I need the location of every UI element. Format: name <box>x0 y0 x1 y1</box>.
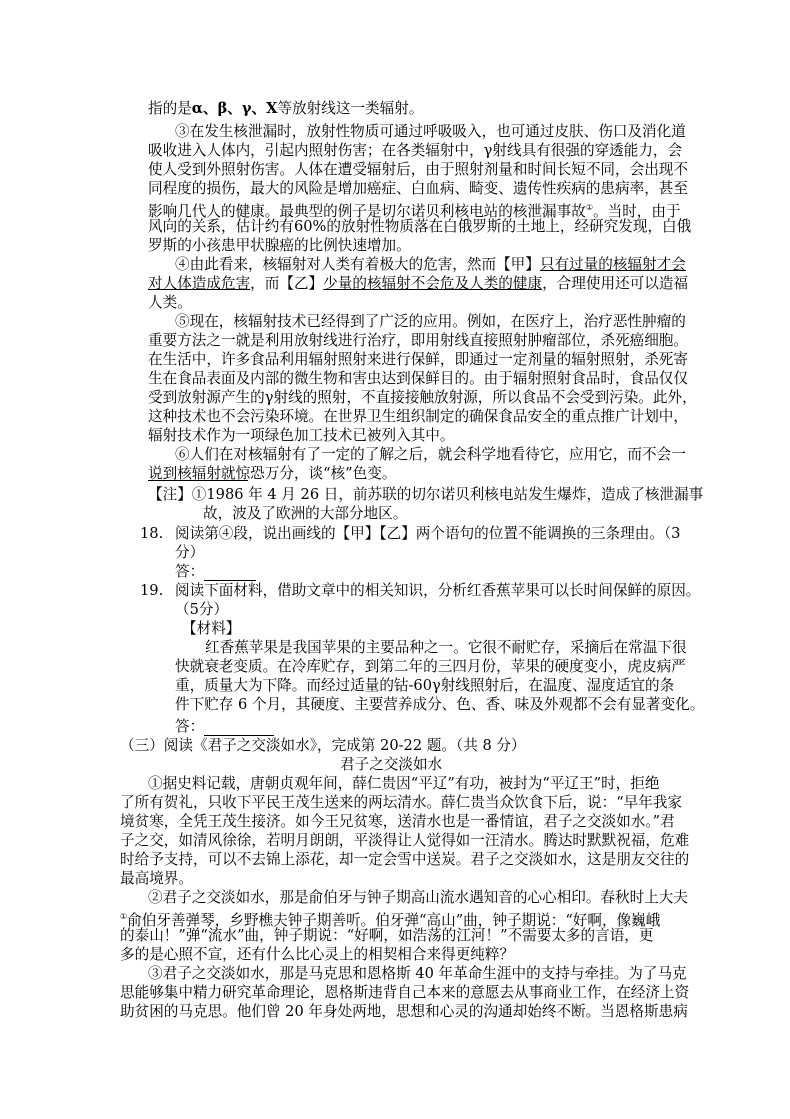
p4-line-2 <box>148 274 688 293</box>
p6-line-2: 说到核辐射就惊恐万分，谈“核”色变。 <box>148 465 397 482</box>
p5-line-4: 生在食品表面及内部的微生物和害虫达到保鲜目的。由于辐射照射食品时，食品仅仅 <box>148 370 688 387</box>
p4-line-3: 人类。 <box>148 294 192 311</box>
text: ，合理使用还可以造福 <box>542 275 689 292</box>
text: ④由此看来，核辐射对人类有着极大的危害，然而【甲】 <box>175 256 540 273</box>
p3-line-1: ③在发生核泄漏时，放射性物质可通过呼吸吸入，也可通过皮肤、伤口及消化道 <box>175 123 686 140</box>
underlined-sentence-jia: 只有过量的核辐射才会 <box>539 256 686 273</box>
passage-line <box>148 99 423 118</box>
footnote-divider <box>148 480 248 481</box>
question-19-text: 阅读下面材料，借助文章中的相关知识，分析红香蕉苹果可以长时间保鲜的原因。 <box>175 582 701 599</box>
text: 。当时，由于 <box>593 202 681 220</box>
s3-p1-line-6: 最高境界。 <box>120 870 193 887</box>
p3-line-3: 使人受到外照射伤害。人体在遭受辐射后，由于照射剂量和时间长短不同，会出现不 <box>148 161 688 178</box>
answer-line <box>175 562 256 581</box>
s3-p1-line-4: 子之交，如清风徐徐，若明月朗朗，平淡得让人觉得如一汪清水。腾达时默默祝福，危难 <box>120 832 690 849</box>
question-number: 19. <box>140 582 164 599</box>
p3-line-4: 同程度的损伤，最大的风险是增加癌症、白血病、畸变、遗传性疾病的患病率，甚至 <box>148 180 688 197</box>
p3-line-2: 吸收进入人体内，引起内照射伤害；在各类辐射中，γ射线具有很强的穿透能力，会 <box>148 142 683 159</box>
footnote-marker: ① <box>585 203 593 212</box>
question-18-text: 分） <box>175 544 205 561</box>
answer-label: 答： <box>175 718 205 735</box>
p5-line-7: 辐射技术作为一项绿色加工技术已被列入其中。 <box>148 427 455 444</box>
material-label: 【材料】 <box>182 620 241 637</box>
material-line-4: 件下贮存 6 个月，其硬度、主要营养成分、色、香、味及外观都不会有显著变化。 <box>175 696 705 713</box>
radiation-symbols: α、β、γ、X <box>191 100 278 117</box>
p5-line-5: 受到放射源产生的γ射线的照射，不直接接触放射源，所以食品不会受到污染。此外， <box>148 389 697 406</box>
material-line-1: 红香蕉苹果是我国苹果的主要品种之一。它很不耐贮存，采摘后在常温下很 <box>205 639 687 656</box>
text: 影响几代人的健康。最典型的例子是切尔诺贝利核电站的核泄漏事故 <box>148 202 586 220</box>
s3-p3-line-2: 思能够集中精力研究革命理论，恩格斯违背自己本来的意愿去从事商业工作，在经济上资 <box>120 984 690 1001</box>
s3-p1-line-2: 了所有贺礼，只收下平民王茂生送来的两坛清水。薛仁贵当众饮食下后，说：“早年我家 <box>120 794 683 811</box>
footnote-marker: ① <box>120 912 128 921</box>
s3-p2-line-3: 的泰山！”弹“流水”曲，钟子期说：“好啊，如浩荡的江河！”不需要太多的言语，更 <box>120 927 654 944</box>
answer-label: 答： <box>175 563 205 580</box>
question-18-text: 阅读第④段，说出画线的【甲】【乙】两个语句的位置不能调换的三条理由。（3 <box>175 525 681 542</box>
s3-p1-line-5: 时给予支持，可以不去锦上添花，却一定会雪中送炭。君子之交淡如水，这是朋友交往的 <box>120 851 690 868</box>
question-number: 18. <box>140 525 164 542</box>
p5-line-2: 重要方法之一就是利用放射线进行治疗，即用射线直接照射肿瘤部位，杀死癌细胞。 <box>148 332 688 349</box>
s3-p1-line-1: ①据史料记载，唐朝贞观年间，薛仁贵因“平辽”有功，被封为“平辽王”时，拒绝 <box>148 775 660 792</box>
article-title: 君子之交淡如水 <box>340 756 443 773</box>
footnote-line-2: 故，波及了欧洲的大部分地区。 <box>203 505 408 522</box>
material-line-3: 重，质量大为下降。而经过适量的钴-60γ射线照射后，在温度、湿度适宜的条 <box>175 677 675 694</box>
p4-line-1 <box>175 255 686 274</box>
p3-line-6: 风向的关系，估计约有60%的放射性物质落在白俄罗斯的土地上，经研究发现，白俄 <box>148 218 692 235</box>
text: 指的是 <box>148 100 192 117</box>
answer-line <box>175 717 274 736</box>
footnote-line-1: 【注】①1986 年 4 月 26 日，前苏联的切尔诺贝利核电站发生爆炸，造成了核泄漏事 <box>148 486 704 503</box>
s3-p2-line-4: 多的是心照不宣，还有什么比心灵上的相契相合来得更纯粹？ <box>120 946 515 963</box>
material-line-2: 快就衰老变质。在冷库贮存，到第二年的三四月份，苹果的硬度变小，虎皮病严 <box>175 658 686 675</box>
p3-line-7: 罗斯的小孩患甲状腺癌的比例快速增加。 <box>148 237 411 254</box>
text: 俞伯牙善弹琴，乡野樵夫钟子期善听。伯牙弹“高山”曲，钟子期说：“好啊，像巍峨 <box>127 911 661 929</box>
underlined-sentence-yi: 少量的核辐射不会危及人类的健康 <box>323 275 543 292</box>
p6-line-1: ⑥人们在对核辐射有了一定的了解之后，就会科学地看待它，应用它，而不会一 <box>175 446 686 463</box>
p5-line-1: ⑤现在，核辐射技术已经得到了广泛的应用。例如，在医疗上，治疗恶性肿瘤的 <box>175 313 686 330</box>
section-header: （三）阅读《君子之交淡如水》，完成第 20-22 题。（共 8 分） <box>120 737 526 754</box>
question-19-text: （5分） <box>175 601 229 618</box>
text: 等放射线这一类辐射。 <box>277 100 424 117</box>
s3-p3-line-3: 助贫困的马克思。他们曾 20 年身处两地，思想和心灵的沟通却始终不断。当恩格斯患病 <box>120 1003 688 1020</box>
s3-p2-line-1: ②君子之交淡如水，那是俞伯牙与钟子期高山流水遇知音的心心相印。春秋时上大夫 <box>148 889 688 906</box>
underlined-sentence-jia: 对人体造成危害 <box>148 275 251 292</box>
text: ，而【乙】 <box>250 275 324 292</box>
p5-line-3: 在生活中，许多食品利用辐射照射来进行保鲜，即通过一定剂量的辐射照射，杀死寄 <box>148 351 688 368</box>
answer-blank[interactable] <box>204 566 256 581</box>
s3-p3-line-1: ③君子之交淡如水，那是马克思和恩格斯 40 年革命生涯中的支持与牵挂。为了马克 <box>148 965 687 982</box>
answer-blank[interactable] <box>204 721 274 736</box>
p5-line-6: 这种技术也不会污染环境。在世界卫生组织制定的确保食品安全的重点推广计划中， <box>148 408 688 425</box>
s3-p1-line-3: 境贫寒，全凭王茂生接济。如今王兄贫寒，送清水也是一番情谊，君子之交淡如水。”君 <box>120 813 675 830</box>
